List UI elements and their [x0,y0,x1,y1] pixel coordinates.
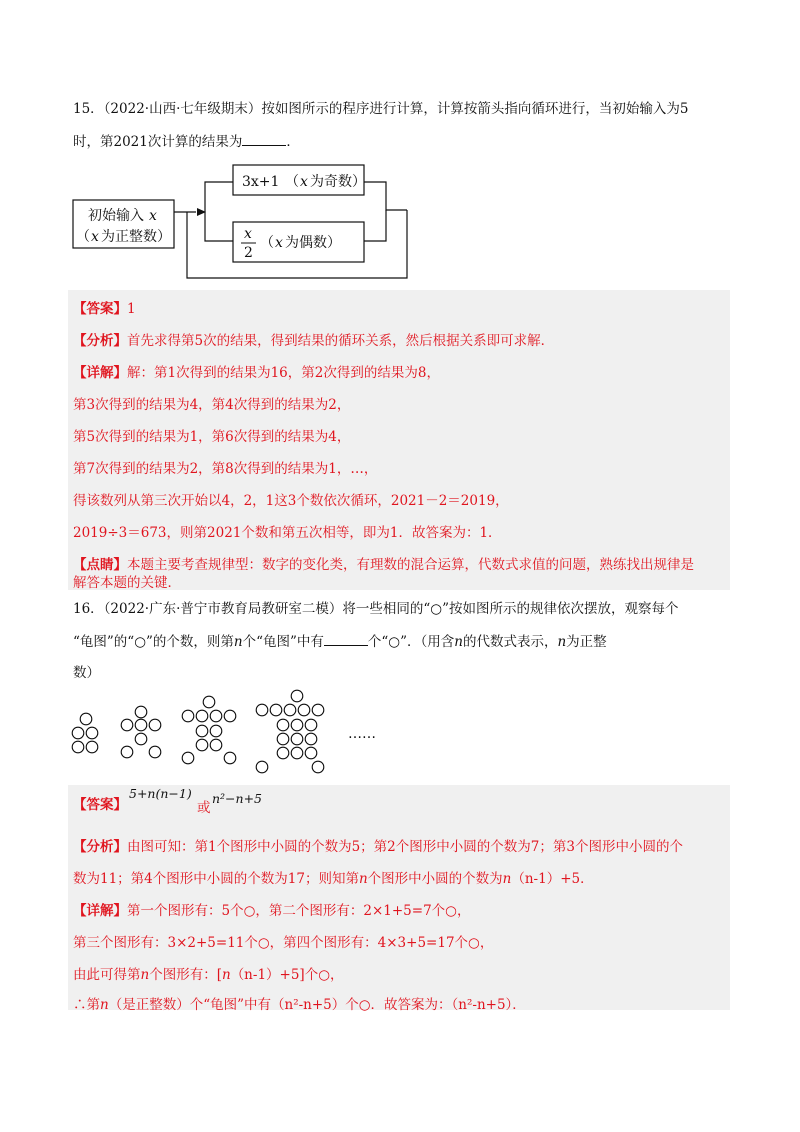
flow-branch-bottom [205,212,233,241]
q16-stem-b-post: 个“○”．（用含 [367,634,455,650]
q16-stem-line2 [73,632,607,651]
q15-answer-blank [242,132,286,146]
q16-analysis-b-end: （n-1）+5． [511,871,594,887]
q16-answer-label: 【答案】 [73,797,127,813]
flow-odd-expr: 3x+1 [242,174,280,190]
flow-merge-bottom [364,210,386,241]
q16-stem-b-tail2: 为正整 [566,634,607,650]
q16-number: 16． [73,601,104,617]
q16-analysis-label: 【分析】 [73,839,127,855]
q16-detail-2: 第三个图形有：3×2+5=11个○，第四个图形有：4×3+5=17个○， [73,935,494,951]
q16-answer-or: 或 [197,800,211,816]
q16-detail-line3 [73,966,343,984]
q15-detail-6: 2019÷3＝673，则第2021个数和第五次相等，即为1．故答案为：1． [73,525,502,541]
q15-answer-label: 【答案】 [73,301,127,317]
q16-detail-3-mid: 个图形有：[ [149,967,222,983]
q16-stem-b-pre: “龟图”的“○”的个数，则第 [73,634,234,650]
flow-even-open: （ [260,235,274,251]
q16-detail-n3: n [100,997,109,1013]
flow-even-num: x [244,226,252,242]
turtle-figure-4 [256,690,324,773]
q15-detail-line1 [73,364,440,382]
q16-answer-blank [324,632,368,646]
q16-answer [73,796,127,814]
q15-detail-4: 第7次得到的结果为2，第8次得到的结果为1，…， [73,461,378,477]
q15-analysis-text: 首先求得第5次的结果，得到结果的循环关系，然后根据关系即可求解． [127,333,555,349]
q16-detail-n1: n [140,967,150,983]
q16-stem-b-mid: 个“龟图”中有 [242,634,324,650]
flow-odd-open: （ [285,174,299,190]
turtle-figure-1 [72,713,98,753]
q16-detail-1: 第一个图形有：5个○，第二个图形有：2×1+5=7个○， [127,903,471,919]
q15-comment-line1 [73,556,694,574]
q16-detail-n2: n [221,967,231,983]
flow-odd-var: x [300,174,308,190]
q16-stem-line1 [73,600,678,618]
q16-n-3: n [557,634,567,650]
q16-answer-expr1: 5+n(n−1) [129,786,192,801]
q15-stem-line1 [73,100,688,118]
flow-even-var: x [275,235,283,251]
q15-stem-b-post: ． [286,134,300,150]
q15-detail-3: 第5次得到的结果为1，第6次得到的结果为4， [73,429,351,445]
q16-stem-a: 将一些相同的“○”按如图所示的规律依次摆放，观察每个 [342,601,679,617]
q15-detail-label: 【详解】 [73,365,127,381]
q15-analysis [73,332,554,350]
q15-stem-line2 [73,132,300,151]
q16-detail-4-mid: （是正整数）个“龟图”中有（n²-n+5）个○．故答案为：（n²-n+5）． [108,997,526,1013]
q16-analysis-b-mid: 个图形中小圆的个数为 [367,871,503,887]
q15-comment-b: 解答本题的关键． [73,575,181,591]
q16-analysis-line2 [73,870,594,888]
q15-answer-value: 1 [127,301,136,317]
q15-detail-5: 得该数列从第三次开始以4，2，1这3个数依次循环，2021－2＝2019， [73,493,509,509]
flow-input-open: （ [76,229,90,245]
q16-detail-line1 [73,902,470,920]
flow-odd-cond: 为奇数） [310,174,366,190]
q15-source: （2022·山西·七年级期末） [103,101,262,117]
q16-detail-line4 [73,996,526,1014]
q15-comment-label: 【点睛】 [73,557,127,573]
q15-number: 15． [73,101,104,117]
q16-ellipsis: …… [348,726,376,742]
q16-source: （2022·广东·普宁市教育局教研室二模） [103,601,343,617]
flow-input-var: x [149,208,157,224]
turtle-figure-2 [121,706,161,758]
flow-input-label1: 初始输入 [88,208,144,224]
flow-even-den: 2 [244,245,253,261]
q16-stem-b-tail1: 的代数式表示， [462,634,558,650]
q16-analysis-b-pre: 数为11；第4个图形中小圆的个数为17；则知第 [73,871,359,887]
q16-analysis-n1: n [358,871,368,887]
q16-detail-4-pre: ∴第 [73,997,100,1013]
flow-even-cond: 为偶数） [285,235,341,251]
q16-analysis-a: 由图可知：第1个图形中小圆的个数为5；第2个图形中小圆的个数为7；第3个图形中小圆的个 [127,839,683,855]
q15-stem-b-pre: 时，第2021次计算的结果为 [73,134,243,150]
q16-analysis-n2: n [502,871,512,887]
q15-stem-a: 按如图所示的程序进行计算，计算按箭头指向循环进行，当初始输入为5 [261,101,689,117]
q16-n-2: n [454,634,463,650]
q16-detail-label: 【详解】 [73,903,127,919]
q15-detail-1: 解：第1次得到的结果为16，第2次得到的结果为8， [127,365,440,381]
q16-circle-figures [66,688,446,778]
q15-analysis-label: 【分析】 [73,333,127,349]
flow-input-label2: 为正整数） [101,229,171,245]
q15-flowchart [70,160,415,280]
q16-detail-3-pre: 由此可得第 [73,967,141,983]
q15-answer [73,300,136,318]
q15-comment-a: 本题主要考查规律型：数字的变化类，有理数的混合运算，代数式求值的问题，熟练找出规律是 [127,557,694,573]
q16-analysis-line1 [73,838,683,856]
q16-n-1: n [233,634,243,650]
flow-merge-top [364,182,407,210]
q16-detail-3-end: （n-1）+5]个○， [230,967,344,983]
flow-branch-top [205,182,233,212]
q16-stem-c: 数） [73,665,100,681]
q15-detail-2: 第3次得到的结果为4，第4次得到的结果为2， [73,397,351,413]
flow-input-var2: x [91,229,99,245]
q16-answer-expr2: n²−n+5 [212,791,263,806]
turtle-figure-3 [182,696,236,764]
